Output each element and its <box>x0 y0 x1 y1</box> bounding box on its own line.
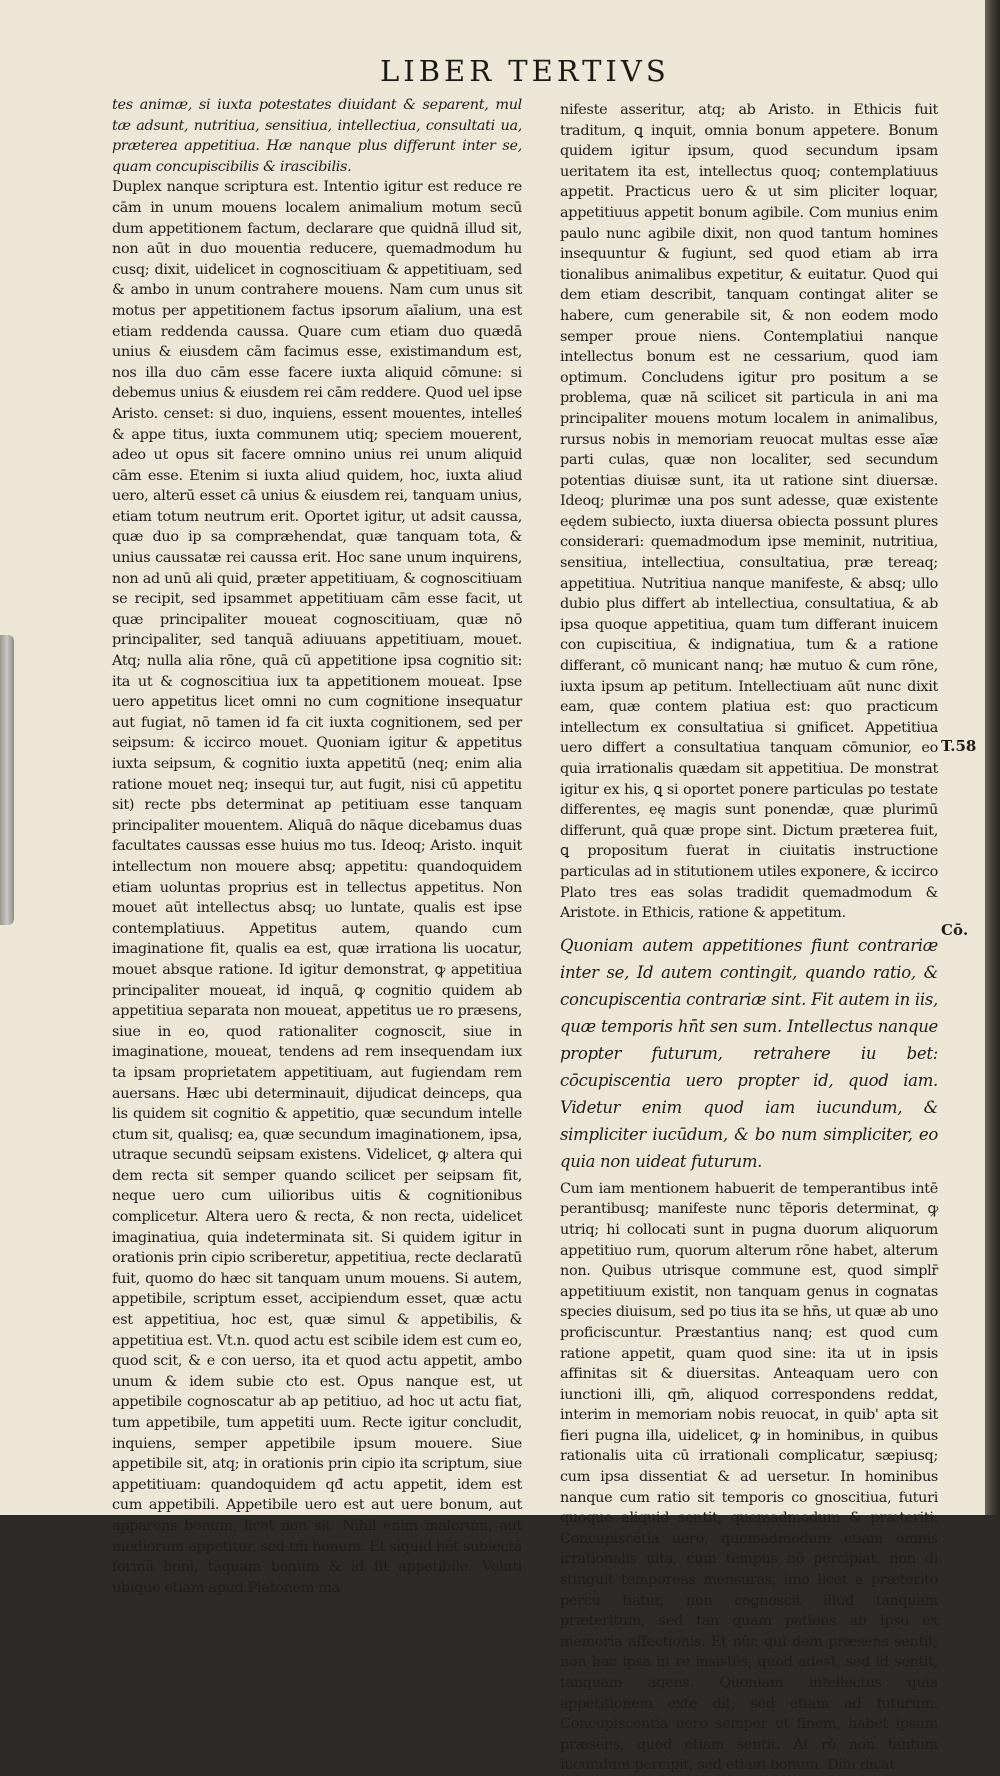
running-header: LIBER TERTIVS <box>380 54 670 88</box>
commentary-text: Cum iam mentionem habuerit de temperantibus intē perantibusq; manifeste nunc tēporis determinat, ꝙ utriq; hi collocati sunt in pugna duorum aliquorum appetitiuo rum, quorum alterum rōne habet, alterum non. Quibus utrisque commune est, quod simplr̄ appetitiuum existit, non tanquam genus in cognatas species diuisum, sed po tius ita se hn̄s, ut quæ ab uno proficiscuntur. Præstantius nanq; est quod cum ratione appetit, quam quod sine: ita ut in ipsis affinitas sit & diuersitas. Anteaquam uero con iunctioni illi, qm̄, aliquod correspondens reddat, interim in memoriam nobis reuocat, in quib' apta sit fieri pugna illa, uidelicet, ꝙ in hominibus, in quibus rationalis uita cū irrationali complicatur, sæpiusq; cum ipsa dissentiat & ad uersetur. In hominibus nanque cum ratio sit temporis co gnoscitiua, futuri quoque aliquid sentit, quemadmodum & præteriti. Concupiscētia uero, quemadmodum etiam omnis irrationalis uita, cum tempus nō percipiat, non di stinguit temporeas mensuras, imo licet a præterito percu tiatur, non cognoscit illud tanquam præteritum, sed tan quam patiens ab ipso ex memoria affectionis. Et nūc qui dem præsens sentit, non hac ipsa in re insistēs, quod adest, sed id sentit, tanquam agens. Quoniam intellectus quia appetitionem exte dit, sed etiam ad futurum. Concupiscentia uero semper ut finem, habet ipsum præsens, quod etiam sentit. At rō non tantum iucundum percipit, sed etiam bonum. Diiu dicat <box>560 1180 938 1774</box>
left-column <box>112 95 522 1598</box>
book-clip <box>0 635 14 925</box>
lemma-text: Quoniam autem appetitiones fiunt contrariæ inter se, Id autem contingit, quando ratio, & concupiscentia contrariæ sint. Fit autem in iis, quæ temporis hn̄t sen sum. Intellectus nanque propter futurum, retrahere iu bet: cōcupiscentia uero propter id, quod iam. Videtur enim quod iam iucundum, & simpliciter iucūdum, & bo num simpliciter, eo quia non uideat futurum. <box>560 935 938 1171</box>
margin-note-text-ref: T.58 <box>941 737 977 755</box>
right-column <box>560 100 938 1776</box>
lemma-text: tes animæ, si iuxta potestates diuidant & separent, mul tæ adsunt, nutritiua, sensitiua, intellectiua, consultati ua, præterea appetitiua. Hæ nanque plus differunt inter se, quam concupiscibilis & irascibilis. <box>112 97 522 175</box>
commentary-text: Duplex nanque scriptura est. Intentio igitur est reduce re cām in unum mouens localem animalium motum secū dum appetitionem factum, declarare que quidnā illud sit, non aūt in duo mouentia reducere, quemadmodum hu cusq; dixit, uidelicet in cognoscitiuam & appetitiuam, sed & ambo in unum contrahere mouens. Nam cum unus sit motus per appetitionem factus ipsorum aīalium, una est etiam reddenda caussa. Quare cum etiam duo quædā unius & eiusdem cām facimus esse, existimandum est, nos illa duo cām esse facere iuxta aliquid cōmune: si debemus unius & eiusdem rei cām reddere. Quod uel ipse Aristo. censet: si duo, inquiens, essent mouentes, intelleś & appe titus, iuxta communem utiq; speciem mouerent, adeo ut opus sit facere omnino unius rei unum aliquid cām esse. Etenim si iuxta aliud quidem, hoc, iuxta aliud uero, alterū esset cā unius & eiusdem rei, tanquam unius, etiam totum neutrum erit. Oportet igitur, ut adsit caussa, quæ duo ip sa compræhendat, quæ tanquam tota, & unius caussatæ rei caussa erit. Hoc sane unum inquirens, non ad unū ali quid, præter appetitiuam, & cognoscitiuam se recipit, sed ipsammet appetitiuam cām esse facit, ut quæ principaliter moueat cognoscitiuam, quæ nō principaliter, sed tanquā adiuuans appetitiuam, mouet. Atq; nulla alia rōne, quā cū appetitione ipsa cognitio sit: ita ut & cognoscitiua iux ta appetitionem moueat. Ipse uero appetitus licet omni no cum cognitione insequatur aut fugiat, nō tamen id fa cit iuxta cognitionem, sed per seipsum: & iccirco mouet. Quoniam igitur & appetitus iuxta seipsum, & cognitio iuxta appetitū (neq; enim alia ratione mouet neq; insequi tur, aut fugit, nisi cū appetitu sit) recte pbs determinat ap petitiuam esse tanquam principaliter mouentem. Aliquā do nāque dicebamus duas facultates caussas esse huius mo tus. Ideoq; Aristo. inquit intellectum non mouere absq; appetitu: quandoquidem etiam uoluntas proprius est in tellectus appetitus. Non mouet aūt intellectus absq; uo luntate, qualis est ipse contemplatiuus. Appetitus autem, quando cum imaginatione fit, qualis ea est, quæ irrationa lis uocatur, mouet absque ratione. Id igitur demonstrat, ꝙ appetitiua principaliter moueat, id inquā, ꝙ cognitio quidem ab appetitiua separata non moueat, appetitus ue ro præsens, siue in eo, quod rationaliter cognoscit, siue in imaginatione, moueat, tendens ad rem insequendam iux ta ipsam proprietatem appetitiuam, aut fugiendam rem auersans. Hæc ubi determinauit, dijudicat deinceps, qua lis quidem sit cognitio & appetitio, quæ secundum intelle ctum sit, qualisq; ea, quæ secundum imaginationem, ipsa, utraque secundū seipsam existens. Videlicet, ꝙ altera qui dem recta sit semper quando scilicet per seipsam fit, neque uero cum uilioribus uitis & cognitionibus complicetur. Altera uero & recta, & non recta, uidelicet imaginatiua, quia indeterminata sit. Si quidem igitur in orationis prin cipio scriberetur, appetitiua, recte declaratū fuit, quomo do hæc sit tanquam unum mouens. Si autem, appetibile, scriptum esset, accipiendum esset, quæ actu est appetitiua, hoc est, quæ simul & appetibilis, & appetitiua est. Vt.n. quod actu est scibile idem est cum eo, quod scit, & e con uerso, ita et quod actu appetit, ambo unum & idem subie cto est. Opus nanque est, ut appetibile cognoscatur ab ap petitiuo, ad hoc ut actu fiat, tum appetibile, tum appetiti uum. Recte igitur concludit, inquiens, semper appetibile ipsum mouere. Siue appetibile sit, atq; in orationis prin cipio ita scriptum, siue appetitiuam: quandoquidem qđ actu appetit, idem est cum appetibili. Appetibile uero est aut uere bonum, aut apparens bonum, licet non sit. Nihil enim malorum, aut mediorum appetitur, sed tm̄ bonum. Et siquid hēt subiectā formā boni, tāquam bonum & id fit appetibile. Veluti ubique etiam apud Platonem ma <box>112 179 522 1596</box>
commentary-text: nifeste asseritur, atq; ab Aristo. in Ethicis fuit traditum, ꝗ inquit, omnia bonum appetere. Bonum quidem igitur ipsum, quod secundum ipsam ueritatem ita est, intellectus quoq; contemplatiuus appetit. Practicus uero & ut sim pliciter loquar, appetitiuus appetit bonum agibile. Com munius enim paulo nunc agibile dixit, non quod tantum homines insequuntur & fugiunt, sed quod etiam ab irra tionalibus animalibus expetitur, & euitatur. Quod qui dem etiam describit, tanquam contingat aliter se habere, cum generabile sit, & non eodem modo semper proue niens. Contemplatiui nanque intellectus bonum est ne cessarium, quod iam optimum. Concludens igitur pro positum a se problema, quæ nā scilicet sit particula in ani ma principaliter mouens motum localem in animalibus, rursus nobis in memoriam reuocat multas esse aīæ parti culas, quæ non localiter, sed secundum potentias diuisæ sunt, ita ut ratione sint diuersæ. Ideoq; plurimæ una pos sunt adesse, quæ existente eędem subiecto, iuxta diuersa obiecta possunt plures considerari: quemadmodum ipse meminit, nutritiua, sensitiua, intellectiua, consultatiua, præ tereaq; appetitiua. Nutritiua nanque manifeste, & absq; ullo dubio plus differt ab intellectiua, consultatiua, & ab ipsa quoque appetitiua, quam tum differant inuicem con cupiscitiua, & indignatiua, tum & a ratione differant, cō municant nanq; hæ mutuo & cum rōne, iuxta ipsum ap petitum. Intellectiuam aūt nunc dixit eam, quæ contem platiua est: quo practicum intellectum ex consultatiua si gnificet. Appetitiua uero differt a consultatiua tanquam cōmunior, eo quia irrationalis quædam sit appetitiua. De monstrat igitur ex his, ꝗ si oportet ponere particulas po testate differentes, eę magis sunt ponendæ, quæ plurimū differunt, quā quæ prope sint. Dictum præterea fuit, ꝗ propositum fuerat in ciuitatis instructione particulas ad in stitutionem utiles exponere, & iccirco Plato tres eas solas tradidit quemadmodum & Aristote. in Ethicis, ratione & appetitum. <box>560 102 938 922</box>
margin-note-comment: Cō. <box>941 921 969 939</box>
page-edge-shadow <box>985 0 1000 1515</box>
